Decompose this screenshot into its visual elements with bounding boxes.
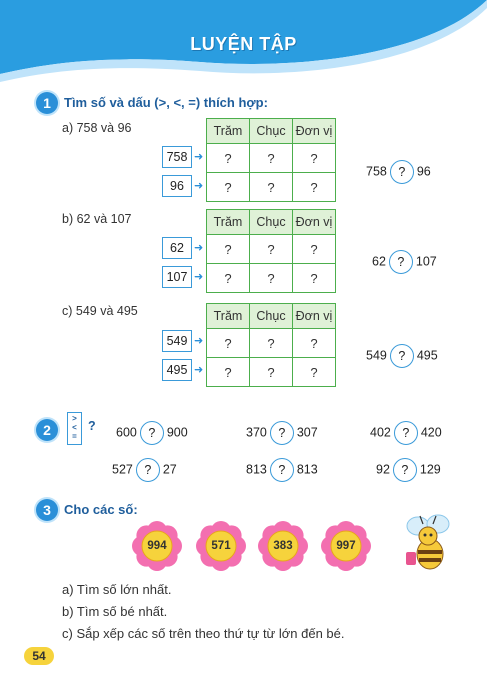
part-a-label: a) 758 và 96 (62, 121, 132, 135)
arrow-right-icon: ➜ (194, 151, 204, 163)
page-number: 54 (24, 647, 54, 665)
answer-circle[interactable]: ? (390, 160, 414, 184)
compare-left: 62 (372, 254, 386, 269)
exercise-1-badge: 1 (36, 92, 58, 114)
exercise-2-badge: 2 (36, 419, 58, 441)
compare-right: 129 (419, 462, 441, 477)
table-cell[interactable]: ? (250, 358, 293, 387)
table-cell[interactable]: ? (250, 264, 293, 293)
arrow-right-icon: ➜ (194, 335, 204, 347)
table-cell[interactable]: ? (250, 173, 293, 202)
compare-left: 370 (246, 425, 267, 440)
exercise-3-title: Cho các số: (64, 502, 138, 517)
compare-b (372, 249, 437, 273)
header-hundreds: Trăm (207, 119, 250, 144)
exercise-3-badge: 3 (36, 499, 58, 521)
compare-right: 495 (416, 348, 438, 363)
table-cell[interactable]: ? (250, 144, 293, 173)
number-box: 62 (162, 237, 192, 259)
answer-circle[interactable]: ? (389, 250, 413, 274)
sign-options-box (67, 412, 82, 445)
part-b-label: b) 62 và 107 (62, 212, 132, 226)
table-cell[interactable]: ? (207, 144, 250, 173)
table-cell[interactable]: ? (250, 235, 293, 264)
compare-right: 96 (416, 164, 431, 179)
header-hundreds: Trăm (207, 304, 250, 329)
sign-greater: > (72, 414, 77, 423)
flower-number: 997 (336, 540, 356, 552)
compare-right: 813 (296, 462, 318, 477)
compare-a (366, 159, 431, 183)
table-cell[interactable]: ? (207, 329, 250, 358)
answer-circle[interactable]: ? (270, 458, 294, 482)
table-cell[interactable]: ? (293, 144, 336, 173)
number-box: 495 (162, 359, 192, 381)
table-cell[interactable]: ? (293, 173, 336, 202)
header-units: Đơn vị (293, 304, 336, 329)
arrow-right-icon: ➜ (194, 180, 204, 192)
answer-circle[interactable]: ? (140, 421, 164, 445)
bee-icon (398, 514, 458, 576)
compare-left: 600 (116, 425, 137, 440)
table-cell[interactable]: ? (293, 235, 336, 264)
compare-right: 107 (415, 254, 437, 269)
task-a: a) Tìm số lớn nhất. (62, 582, 172, 597)
arrow-right-icon: ➜ (194, 242, 204, 254)
header-units: Đơn vị (293, 210, 336, 235)
compare-item (112, 457, 177, 481)
answer-circle[interactable]: ? (270, 421, 294, 445)
compare-item (376, 457, 441, 481)
header-hundreds: Trăm (207, 210, 250, 235)
answer-circle[interactable]: ? (394, 421, 418, 445)
compare-left: 527 (112, 462, 133, 477)
arrow-right-icon: ➜ (194, 271, 204, 283)
page-title: LUYỆN TẬP (190, 34, 297, 54)
number-box: 758 (162, 146, 192, 168)
sign-question: ? (88, 419, 96, 433)
place-value-table-c (206, 303, 336, 387)
task-b: b) Tìm số bé nhất. (62, 604, 168, 619)
sign-less: < (72, 423, 77, 432)
header-units: Đơn vị (293, 119, 336, 144)
compare-left: 758 (366, 164, 387, 179)
table-cell[interactable]: ? (293, 264, 336, 293)
compare-left: 402 (370, 425, 391, 440)
place-value-table-a (206, 118, 336, 202)
compare-left: 813 (246, 462, 267, 477)
table-cell[interactable]: ? (293, 358, 336, 387)
part-c-label: c) 549 và 495 (62, 304, 138, 318)
table-cell[interactable]: ? (250, 329, 293, 358)
compare-item (116, 420, 188, 444)
table-cell[interactable]: ? (207, 235, 250, 264)
compare-item (370, 420, 442, 444)
arrow-right-icon: ➜ (194, 364, 204, 376)
place-value-table-b (206, 209, 336, 293)
exercise-1-title: Tìm số và dấu (>, <, =) thích hợp: (64, 95, 268, 110)
compare-right: 900 (166, 425, 188, 440)
table-cell[interactable]: ? (207, 358, 250, 387)
table-cell[interactable]: ? (207, 264, 250, 293)
compare-left: 92 (376, 462, 390, 477)
flower-number: 571 (211, 540, 231, 552)
table-cell[interactable]: ? (293, 329, 336, 358)
answer-circle[interactable]: ? (393, 458, 417, 482)
task-c: c) Sắp xếp các số trên theo thứ tự từ lớn đến bé. (62, 626, 345, 641)
compare-item (246, 420, 318, 444)
table-cell[interactable]: ? (207, 173, 250, 202)
compare-right: 420 (420, 425, 442, 440)
number-box: 107 (162, 266, 192, 288)
number-box: 549 (162, 330, 192, 352)
flower-number: 994 (147, 540, 167, 552)
header-tens: Chục (250, 210, 293, 235)
flower-number: 383 (273, 540, 293, 552)
compare-right: 27 (162, 462, 177, 477)
compare-left: 549 (366, 348, 387, 363)
sign-equal: = (72, 432, 77, 441)
header-tens: Chục (250, 119, 293, 144)
compare-c (366, 343, 438, 367)
compare-right: 307 (296, 425, 318, 440)
compare-item (246, 457, 318, 481)
answer-circle[interactable]: ? (390, 344, 414, 368)
header-tens: Chục (250, 304, 293, 329)
number-box: 96 (162, 175, 192, 197)
answer-circle[interactable]: ? (136, 458, 160, 482)
